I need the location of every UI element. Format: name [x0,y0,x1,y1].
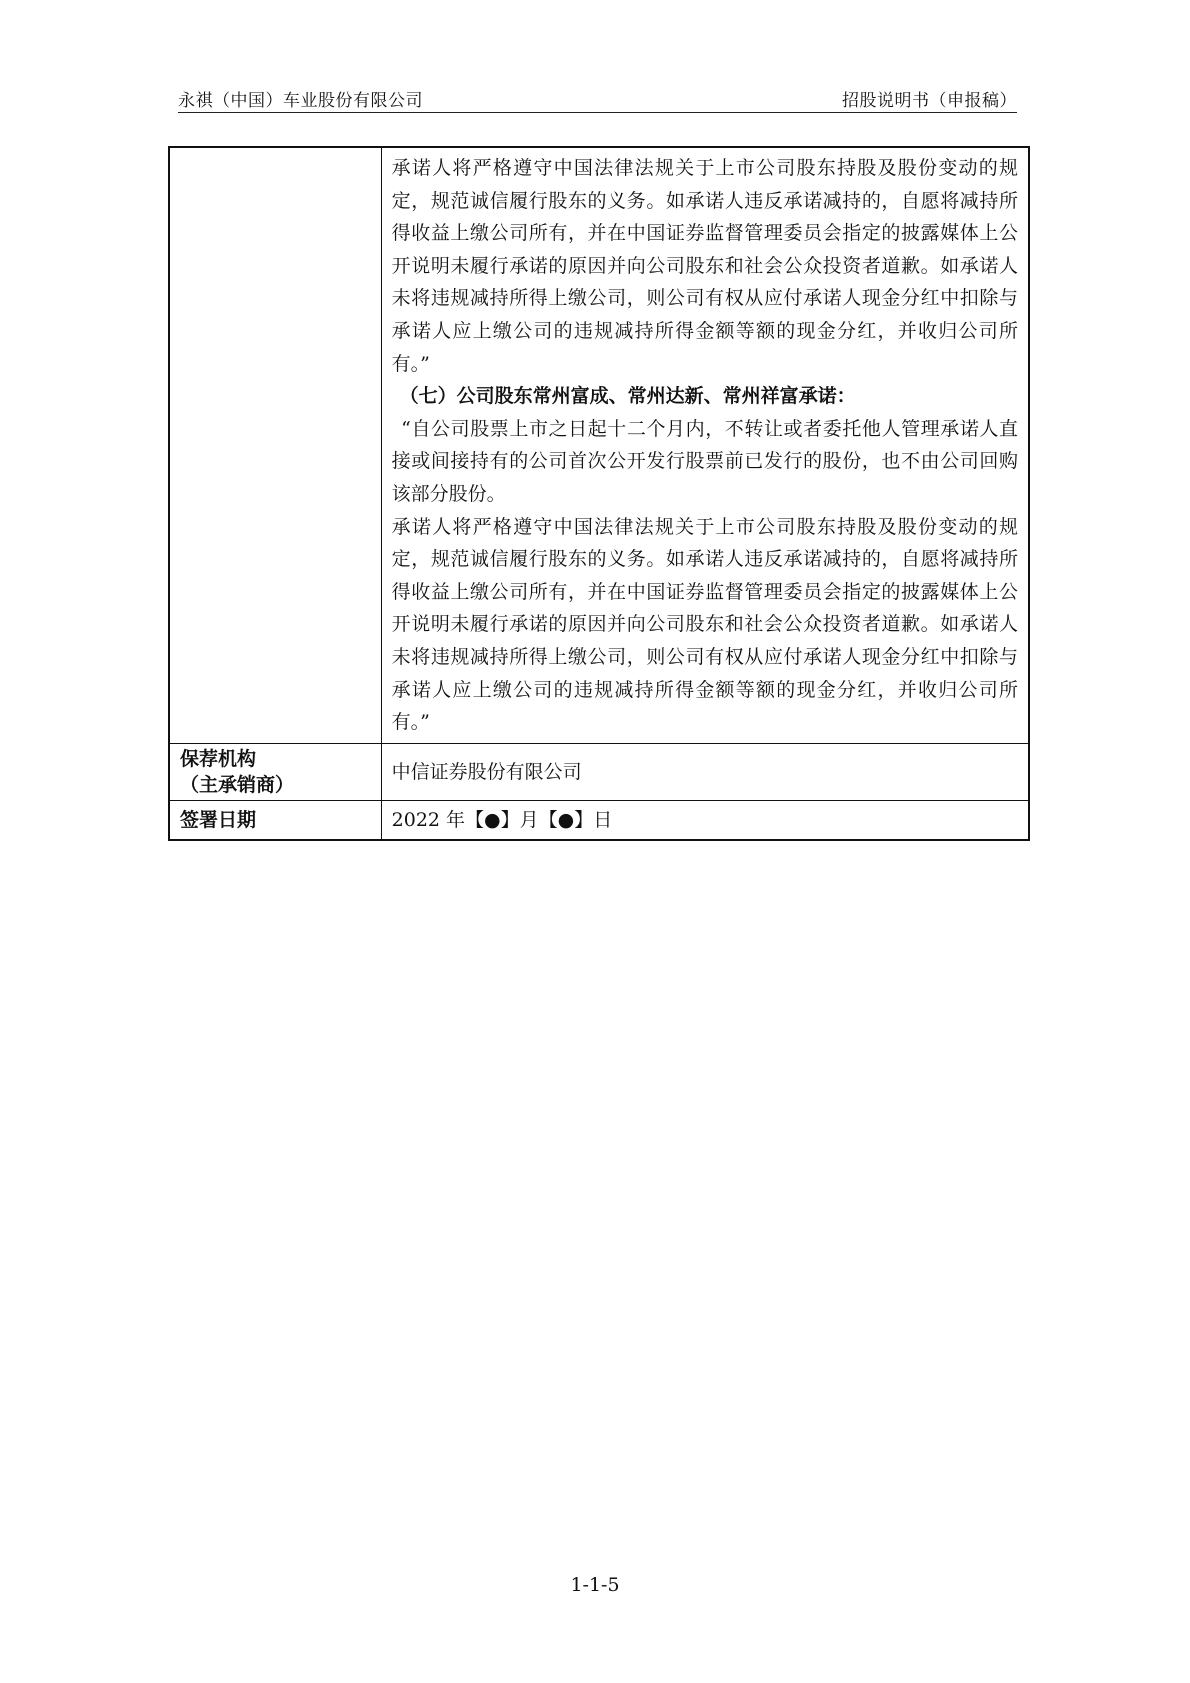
sponsor-value-cell: 中信证券股份有限公司 [381,743,1029,800]
header-company-name: 永祺（中国）车业股份有限公司 [178,91,423,111]
table-row-signing-date [169,800,1029,840]
page-header [178,84,1017,113]
prospectus-info-table [168,146,1030,841]
signing-date-value: 2022 年【●】月【●】日 [381,800,1029,840]
page-number: 1-1-5 [570,1574,620,1596]
table-row-sponsor [169,743,1029,800]
sponsor-label-line1: 保荐机构 [180,747,257,770]
commitment-heading: （七）公司股东常州富成、常州达新、常州祥富承诺： [399,385,856,408]
table-row-commitment [169,147,1029,743]
sponsor-label-line2: （主承销商） [180,773,295,796]
header-document-type: 招股说明书（申报稿） [842,91,1017,111]
signing-date-label: 签署日期 [169,800,381,840]
commitment-label-cell [169,147,381,743]
sponsor-label-cell [169,743,381,800]
commitment-content-cell [381,147,1029,743]
commitment-paragraph: “自公司股票上市之日起十二个月内，不转让或者委托他人管理承诺人直接或间接持有的公司首次公开发行股票前已发行的股份，也不由公司回购该部分股份。 [391,417,1018,505]
commitment-paragraph: 承诺人将严格遵守中国法律法规关于上市公司股东持股及股份变动的规定，规范诚信履行股东的义务。如承诺人违反承诺减持的，自愿将减持所得收益上缴公司所有，并在中国证券监督管理委员会指定的披露媒体上公开说明未履行承诺的原因并向公司股东和社会公众投资者道歉。如承诺人未将违规减持所得上缴公司，则公司有权从应付承诺人现金分红中扣除与承诺人应上缴公司的违规减持所得金额等额的现金分红，并收归公司所有。” [391,515,1018,734]
commitment-paragraph: 承诺人将严格遵守中国法律法规关于上市公司股东持股及股份变动的规定，规范诚信履行股东的义务。如承诺人违反承诺减持的，自愿将减持所得收益上缴公司所有，并在中国证券监督管理委员会指定的披露媒体上公开说明未履行承诺的原因并向公司股东和社会公众投资者道歉。如承诺人未将违规减持所得上缴公司，则公司有权从应付承诺人现金分红中扣除与承诺人应上缴公司的违规减持所得金额等额的现金分红，并收归公司所有。” [391,157,1018,375]
